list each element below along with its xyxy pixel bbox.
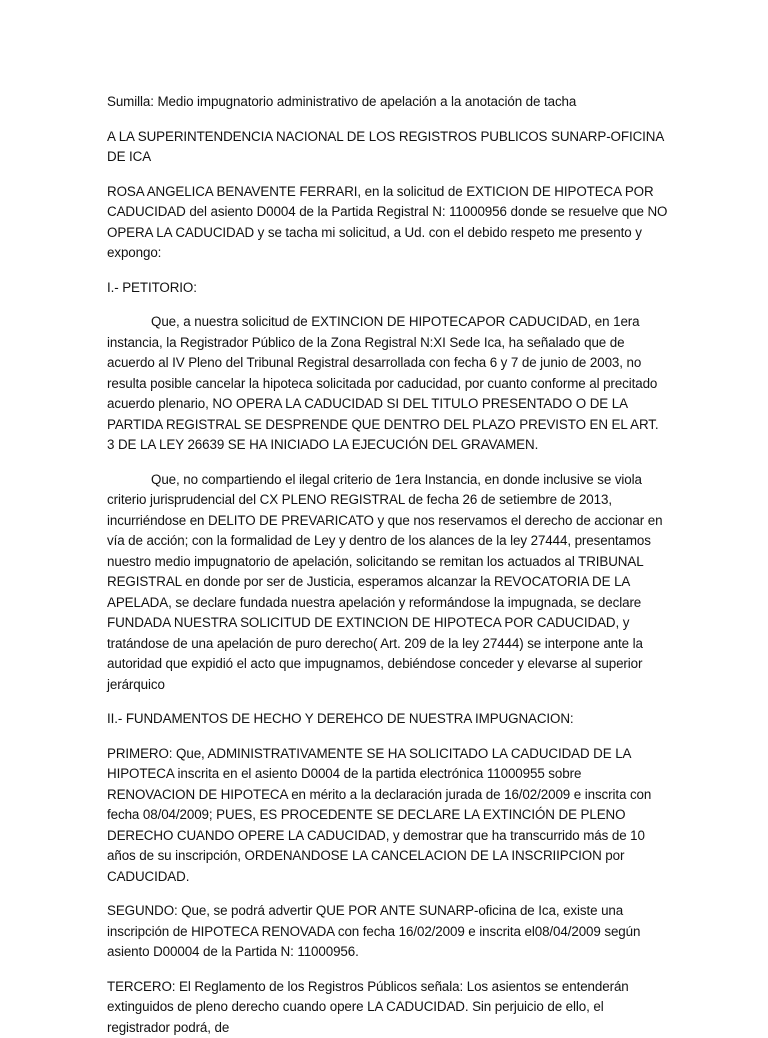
paragraph-primero: PRIMERO: Que, ADMINISTRATIVAMENTE SE HA SOLICITADO LA CADUCIDAD DE LA HIPOTECA inscrita en el asiento D0004 de la partida electrónica 11000955 sobre RENOVACION DE HIPOTECA en mérito a la declaración jurada de 16/02/2009 e inscrita con fecha 08/04/2009; PUES, ES PROCEDENTE SE DECLARE LA EXTINCIÓN DE PLENO DERECHO CUANDO OPERE LA CADUCIDAD, y demostrar que ha transcurrido más de 10 años de su inscripción, ORDENANDOSE LA CANCELACION DE LA INSCRIIPCION por CADUCIDAD.	[107, 744, 668, 888]
intro-paragraph: ROSA ANGELICA BENAVENTE FERRARI, en la solicitud de EXTICION DE HIPOTECA POR CADUCIDAD del asiento D0004 de la Partida Registral N: 11000956 donde se resuelve que NO OPERA LA CADUCIDAD y se tacha mi solicitud, a Ud. con el debido respeto me presento y expongo:	[107, 182, 668, 264]
section-heading-fundamentos: II.- FUNDAMENTOS DE HECHO Y DEREHCO DE NUESTRA IMPUGNACION:	[107, 709, 668, 730]
paragraph-tercero: TERCERO: El Reglamento de los Registros Públicos señala: Los asientos se entenderán extinguidos de pleno derecho cuando opere LA CADUCIDAD. Sin perjuicio de ello, el registrador podrá, de	[107, 977, 668, 1038]
sumilla-line: Sumilla: Medio impugnatorio administrativo de apelación a la anotación de tacha	[107, 92, 668, 113]
paragraph-segundo: SEGUNDO: Que, se podrá advertir QUE POR ANTE SUNARP-oficina de Ica, existe una inscripción de HIPOTECA RENOVADA con fecha 16/02/2009 e inscrita el08/04/2009 según asiento D00004 de la Partida N: 11000956.	[107, 901, 668, 963]
addressee-line: A LA SUPERINTENDENCIA NACIONAL DE LOS REGISTROS PUBLICOS SUNARP-OFICINA DE ICA	[107, 127, 668, 168]
section-heading-petitorio: I.- PETITORIO:	[107, 278, 668, 299]
petitorio-paragraph-1: Que, a nuestra solicitud de EXTINCION DE HIPOTECAPOR CADUCIDAD, en 1era instancia, la Registrador Público de la Zona Registral N:XI Sede Ica, ha señalado que de acuerdo al IV Pleno del Tribunal Registral desarrollada con fecha 6 y 7 de junio de 2003, no resulta posible cancelar la hipoteca solicitada por caducidad, por cuanto conforme al precitado acuerdo plenario, NO OPERA LA CADUCIDAD SI DEL TITULO PRESENTADO O DE LA PARTIDA REGISTRAL SE DESPRENDE QUE DENTRO DEL PLAZO PREVISTO EN EL ART. 3 DE LA LEY 26639 SE HA INICIADO LA EJECUCIÓN DEL GRAVAMEN.	[107, 312, 668, 456]
petitorio-paragraph-2: Que, no compartiendo el ilegal criterio de 1era Instancia, en donde inclusive se viola criterio jurisprudencial del CX PLENO REGISTRAL de fecha 26 de setiembre de 2013, incurriéndose en DELITO DE PREVARICATO y que nos reservamos el derecho de accionar en vía de acción; con la formalidad de Ley y dentro de los alances de la ley 27444, presentamos nuestro medio impugnatorio de apelación, solicitando se remitan los actuados al TRIBUNAL REGISTRAL en donde por ser de Justicia, esperamos alcanzar la REVOCATORIA DE LA APELADA, se declare fundada nuestra apelación y reformándose la impugnada, se declare FUNDADA NUESTRA SOLICITUD DE EXTINCION DE HIPOTECA POR CADUCIDAD, y tratándose de una apelación de puro derecho( Art. 209 de la ley 27444) se interpone ante la autoridad que expidió el acto que impugnamos, debiéndose conceder y elevarse al superior jerárquico	[107, 470, 668, 696]
